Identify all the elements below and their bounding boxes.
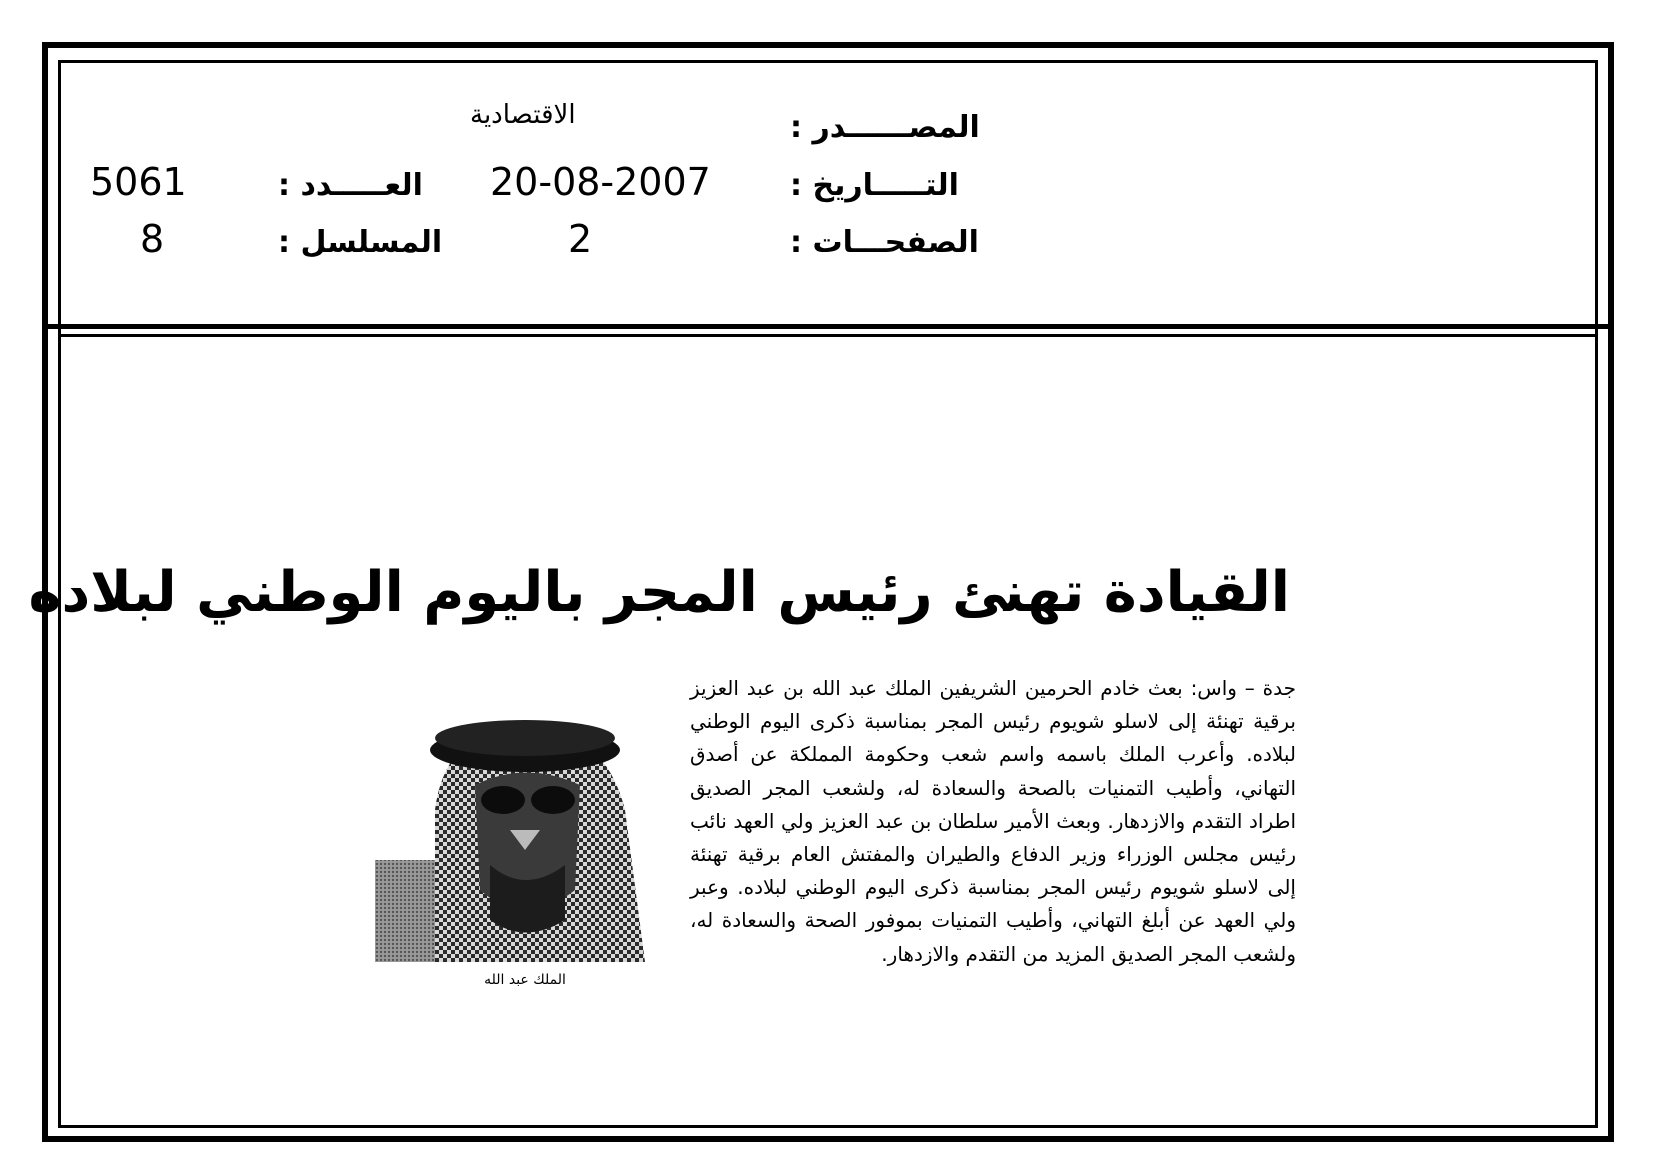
- king-photo: [375, 690, 671, 962]
- photo-caption: الملك عبد الله: [484, 972, 566, 988]
- source-value: الاقتصادية: [470, 100, 576, 130]
- pages-value: 2: [568, 217, 593, 261]
- issue-value: 5061: [90, 160, 187, 204]
- source-label: المصــــــدر :: [790, 110, 980, 145]
- pages-label: الصفحـــات :: [790, 225, 979, 260]
- header-divider-inner: [58, 334, 1598, 337]
- date-label: التـــــاريخ :: [790, 168, 959, 203]
- portrait-image: [375, 690, 671, 962]
- serial-value: 8: [140, 217, 165, 261]
- issue-label: العـــــدد :: [278, 168, 423, 203]
- serial-label: المسلسل :: [278, 225, 443, 260]
- article-body: جدة – واس: بعث خادم الحرمين الشريفين الملك عبد الله بن عبد العزيز برقية تهنئة إلى لاسلو شويوم رئيس المجر بمناسبة ذكرى اليوم الوطني لبلاده. وأعرب الملك باسمه واسم شعب وحكومة المملكة عن أصدق التهاني، وأطيب التمنيات بالصحة والسعادة له، ولشعب المجر الصديق اطراد التقدم والازدهار. وبعث الأمير سلطان بن عبد العزيز ولي العهد نائب رئيس مجلس الوزراء وزير الدفاع والطيران والمفتش العام برقية تهنئة إلى لاسلو شويوم رئيس المجر بمناسبة ذكرى اليوم الوطني لبلاده. وعبر ولي العهد عن أبلغ التهاني، وأطيب التمنيات بموفور الصحة والسعادة له، ولشعب المجر الصديق المزيد من التقدم والازدهار.: [690, 676, 1296, 966]
- date-value: 20-08-2007: [490, 160, 711, 204]
- header-divider: [42, 324, 1614, 329]
- article-headline: القيادة تهنئ رئيس المجر باليوم الوطني لبلاده: [28, 560, 1290, 625]
